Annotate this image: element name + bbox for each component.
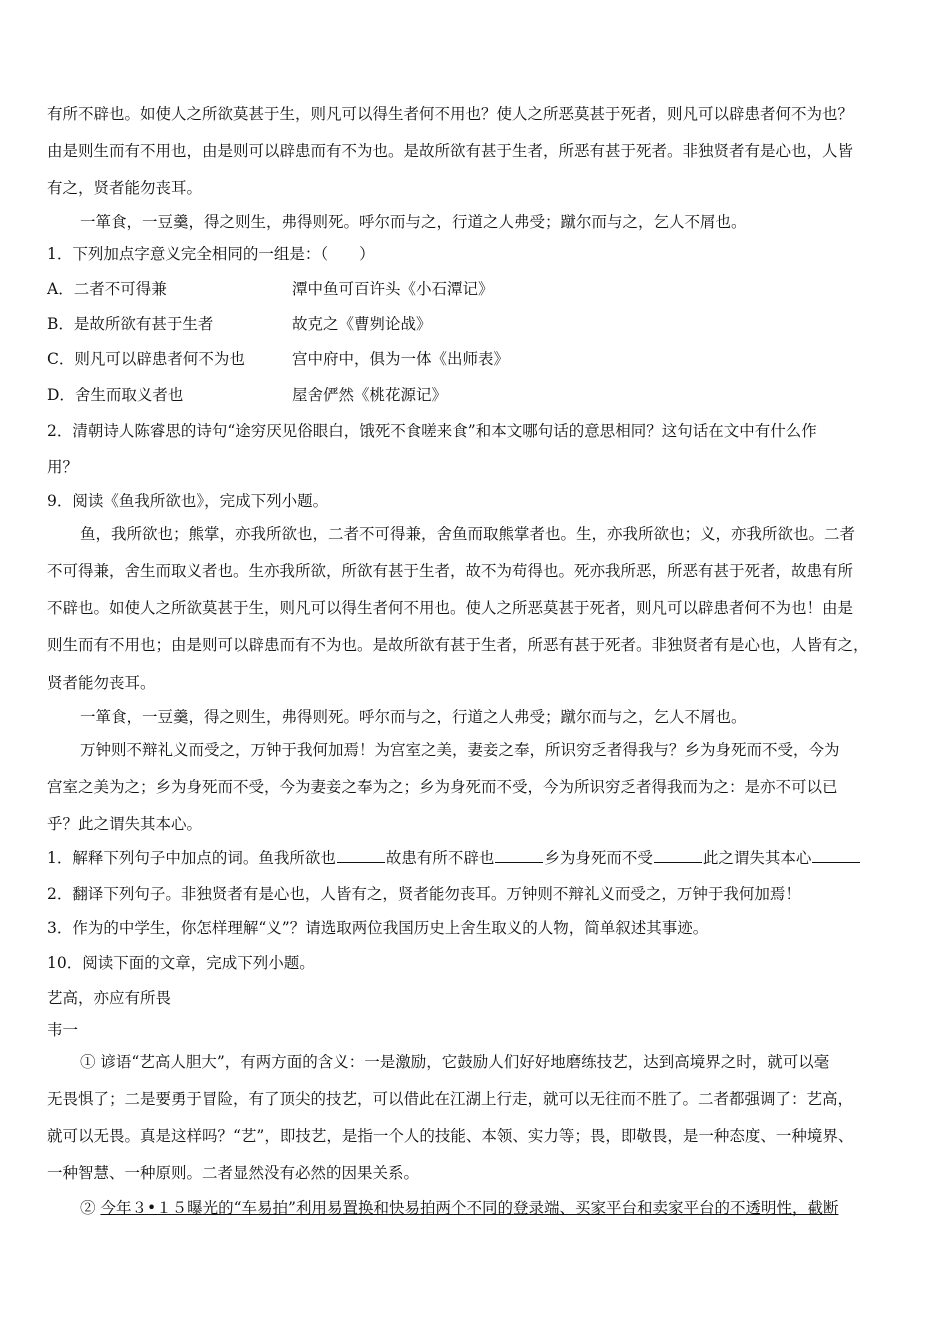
question-stem: 1．下列加点字意义完全相同的一组是：（ ） — [47, 245, 375, 263]
passage-line: 不辟也。如使人之所欲莫甚于生，则凡可以得生者何不用也。使人之所恶莫甚于死者，则凡可以辟患者何不为也！由是 — [47, 599, 854, 617]
passage-line: 无畏惧了；二是要勇于冒险，有了顶尖的技艺，可以借此在江湖上行走，就可以无往而不胜了。二者都强调了：艺高， — [47, 1090, 854, 1108]
passage-line: 由是则生而有不用也，由是则可以辟患而有不为也。是故所欲有甚于生者，所恶有甚于死者。非独贤者有是心也，人皆 — [47, 142, 854, 160]
paragraph-marker: ② — [80, 1199, 96, 1217]
sub-question-2: 2．翻译下列句子。非独贤者有是心也，人皆有之，贤者能勿丧耳。万钟则不辩礼义而受之，万钟于我何加焉！ — [47, 885, 801, 903]
option-b-compare: 故克之《曹刿论战》 — [292, 315, 432, 333]
answer-blank[interactable] — [812, 848, 860, 863]
passage-line: 一种智慧、一种原则。二者显然没有必然的因果关系。 — [47, 1164, 420, 1182]
passage-line: 宫室之美为之；乡为身死而不受，今为妻妾之奉为之；乡为身死而不受，今为所识穷乏者得我而为之：是亦不可以已 — [47, 778, 838, 796]
question-heading: 9．阅读《鱼我所欲也》，完成下列小题。 — [47, 492, 329, 510]
option-b-label: B．是故所欲有甚于生者 — [47, 315, 214, 333]
sub-question-1-prefix: 1．解释下列句子中加点的词。鱼我所欲也 — [47, 849, 336, 867]
sub-question-1-part: 乡为身死而不受 — [544, 849, 653, 867]
option-d-compare: 屋舍俨然《桃花源记》 — [292, 386, 448, 404]
passage-line: 就可以无畏。真是这样吗？“艺”，即技艺，是指一个人的技能、本领、实力等；畏，即敬畏，是一种态度、一种境界、 — [47, 1127, 854, 1145]
option-c-label: C．则凡可以辟患者何不为也 — [47, 350, 245, 368]
question-text: 2．清朝诗人陈睿思的诗句“途穷厌见俗眼白，饿死不食嗟来食”和本文哪句话的意思相同？这句话在文中有什么作 — [47, 422, 817, 440]
answer-blank[interactable] — [495, 848, 543, 863]
passage-line: 贤者能勿丧耳。 — [47, 674, 156, 692]
option-a-label: A．二者不可得兼 — [47, 280, 167, 298]
passage-line: ① 谚语“艺高人胆大”，有两方面的含义：一是激励，它鼓励人们好好地磨练技艺，达到高境界之时，就可以毫 — [80, 1053, 830, 1071]
sub-question-1-part: 故患有所不辟也 — [385, 849, 495, 867]
passage-line: 有所不辟也。如使人之所欲莫甚于生，则凡可以得生者何不用也？使人之所恶莫甚于死者，则凡可以辟患者何不为也？ — [47, 105, 854, 123]
sub-question-1-part: 此之谓失其本心 — [702, 849, 812, 867]
sub-question-1 — [47, 848, 912, 868]
answer-blank[interactable] — [654, 848, 702, 863]
underlined-text: 今年３•１５曝光的“车易拍”利用易置换和快易拍两个不同的登录端、买家平台和卖家平台的不透明性，截断 — [100, 1199, 839, 1217]
sub-question-3: 3．作为的中学生，你怎样理解“义”？请选取两位我国历史上舍生取义的人物，简单叙述其事迹。 — [47, 919, 709, 937]
question-text: 用？ — [47, 458, 79, 476]
passage-line: 不可得兼，舍生而取义者也。生亦我所欲，所欲有甚于生者，故不为苟得也。死亦我所恶，所恶有甚于死者，故患有所 — [47, 562, 854, 580]
passage-line: 则生而有不用也；由是则可以辟患而有不为也。是故所欲有甚于生者，所恶有甚于死者。非独贤者有是心也，人皆有之， — [47, 636, 869, 654]
option-c-compare: 宫中府中，俱为一体《出师表》 — [292, 350, 510, 368]
passage-line-underlined — [80, 1198, 912, 1218]
article-title: 艺高，亦应有所畏 — [47, 989, 172, 1007]
option-a-compare: 潭中鱼可百许头《小石潭记》 — [292, 280, 494, 298]
answer-blank[interactable] — [337, 848, 385, 863]
passage-line: 一箪食，一豆羹，得之则生，弗得则死。呼尔而与之，行道之人弗受；蹴尔而与之，乞人不屑也。 — [80, 213, 747, 231]
passage-line: 乎？此之谓失其本心。 — [47, 815, 203, 833]
article-author: 韦一 — [47, 1021, 79, 1039]
passage-line: 鱼，我所欲也；熊掌，亦我所欲也，二者不可得兼，舍鱼而取熊掌者也。生，亦我所欲也；义，亦我所欲也。二者 — [80, 525, 856, 543]
option-d-label: D．舍生而取义者也 — [47, 386, 184, 404]
question-heading: 10．阅读下面的文章，完成下列小题。 — [47, 954, 315, 972]
passage-line: 有之，贤者能勿丧耳。 — [47, 179, 203, 197]
passage-line: 一箪食，一豆羹，得之则生，弗得则死。呼尔而与之，行道之人弗受；蹴尔而与之，乞人不屑也。 — [80, 708, 747, 726]
passage-line: 万钟则不辩礼义而受之，万钟于我何加焉！为宫室之美，妻妾之奉，所识穷乏者得我与？乡为身死而不受，今为 — [80, 741, 840, 759]
